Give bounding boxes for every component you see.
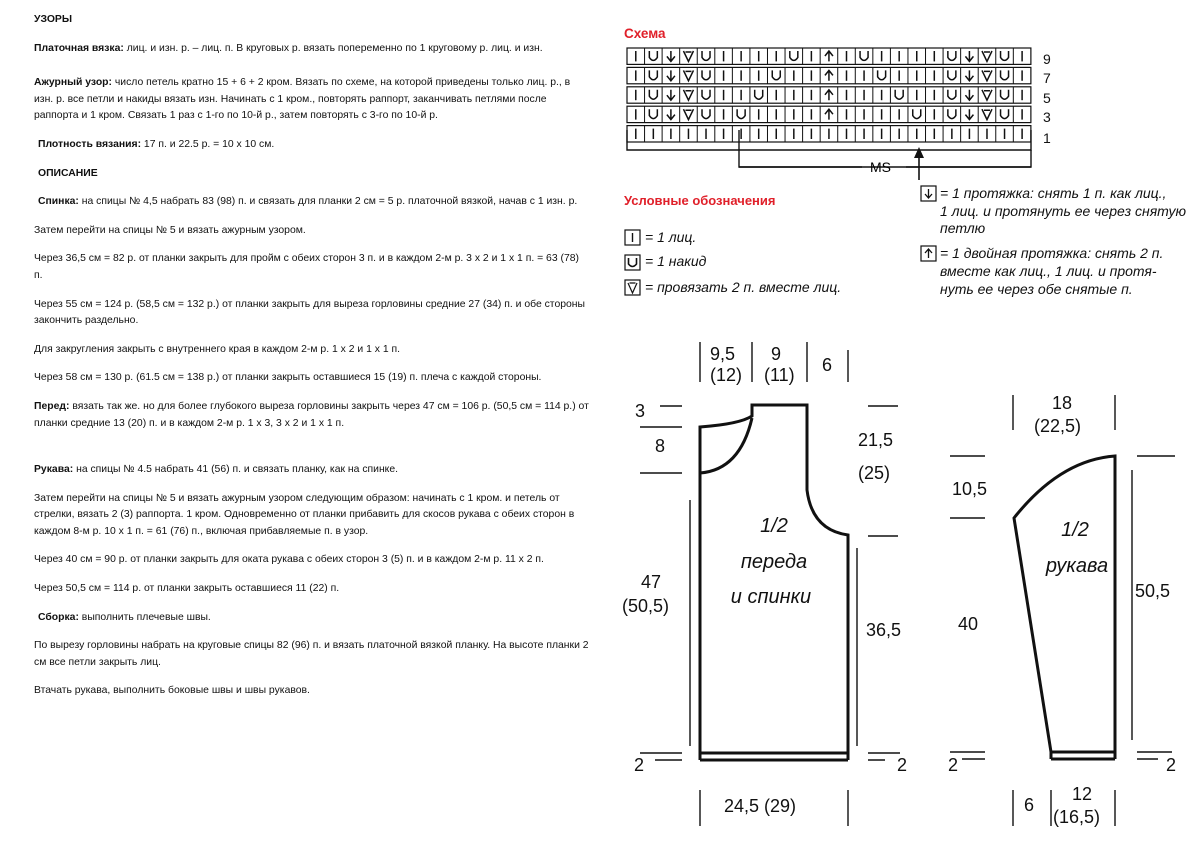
legend-dbl-line3: нуть ее через обе снятые п. — [940, 281, 1133, 297]
stitch-symbol — [683, 51, 693, 61]
lace-paragraph: Ажурный узор: число петель кратно 15 + 6 + 2 кром. Вязать по схеме, на которой приведены только лиц. р., в изн. р. все петли и накиды вязать изн. Начинать с 1 кром., повторять раппорт, заканчивать петлями после раппорта и 1 кром. Связать 1 раз с 1-го по 10-й р., затем повторять с 3-го по 10-й р. — [34, 77, 571, 122]
stitch-symbol — [982, 109, 992, 119]
stitch-symbol — [667, 90, 675, 100]
dim-left-47b: (50,5) — [622, 596, 670, 616]
stitch-symbol — [649, 90, 657, 99]
stitch-symbol — [948, 70, 956, 79]
sleeve-dim-top: 18 — [1052, 393, 1073, 413]
dim-right-25: (25) — [858, 463, 891, 483]
row-number: 9 — [1043, 51, 1051, 67]
sleeve-dim-bottom-6: 6 — [1024, 795, 1035, 815]
back-paragraph-3: Через 36,5 см = 82 р. от планки закрыть для пройм с обеих сторон 3 п. и в каждом 2-м р. 3 х 2 и 1 х 1 п. = 63 (78) п. — [34, 253, 579, 281]
dim-left-3: 3 — [635, 401, 646, 421]
front-paragraph: Перед: вязать так же. но для более глубокого выреза горловины закрыть через 47 см = 106 р. (50,5 см = 114 р.) от планки средние 13 (20) п. и в каждом 2-м р. 1 х 3, 3 х 2 и 1 х 1 п. — [34, 400, 589, 429]
back-paragraph-2: Затем перейти на спицы № 5 и вязать ажурным узором. — [34, 224, 306, 236]
sleeve-paragraph-2: Затем перейти на спицы № 5 и вязать ажурным узором следующим образом: начинать с 1 кром. и петель от стрелки, вязать 2 (3) раппорта. 1 кром. Одновременно от планки прибавить для скосов рукава с обеих сторон в каждом 8-м р. 10 х 1 п. = 61 (76) п., включая прибавляемые п. в узор. — [34, 492, 575, 537]
row-number: 1 — [1043, 130, 1051, 146]
description-heading: ОПИСАНИЕ — [38, 167, 98, 179]
stitch-symbol — [965, 109, 973, 119]
body-schematic — [622, 342, 907, 826]
stitch-symbol — [702, 70, 710, 79]
sleeve-dim-right-2: 2 — [1166, 755, 1177, 775]
legend-skpo-line3: петлю — [940, 220, 986, 236]
sleeve-dim-top2: (22,5) — [1034, 416, 1082, 436]
stitch-symbol — [1001, 109, 1009, 118]
stitch-symbol — [667, 109, 675, 119]
legend-skpo-line2: 1 лиц. и протянуть ее через снятую — [940, 203, 1187, 219]
density-paragraph: Плотность вязания: 17 п. и 22.5 р. = 10 х 10 см. — [38, 138, 275, 150]
back-paragraph-4: Через 55 см = 124 р. (58,5 см = 132 р.) от планки закрыть для выреза горловины средние 27 (34) п. и обе стороны закончить раздельно. — [34, 298, 585, 327]
stitch-symbol — [1001, 70, 1009, 79]
stitch-symbol — [895, 90, 903, 99]
stitch-symbol — [667, 70, 675, 80]
legend-skpo-line1: = 1 протяжка: снять 1 п. как лиц., — [940, 185, 1167, 201]
assembly-paragraph-2: По вырезу горловины набрать на круговые спицы 82 (96) п. и вязать платочной вязкой планку. На высоте планки 2 см все петли закрыть лиц. — [34, 640, 589, 668]
legend-dbl-line2: вместе как лиц., 1 лиц. и протя- — [940, 263, 1157, 279]
dim-top-c: 6 — [822, 355, 833, 375]
ms-label: MS — [870, 159, 891, 175]
stitch-symbol — [702, 109, 710, 118]
legend-yarn-over: = 1 накид — [645, 253, 707, 269]
stitch-symbol — [860, 51, 868, 60]
sleeve-paragraph-4: Через 50,5 см = 114 р. от планки закрыть оставшиеся 11 (22) п. — [34, 583, 340, 595]
stitch-symbol — [965, 70, 973, 80]
legend-k2tog: = провязать 2 п. вместе лиц. — [645, 279, 842, 295]
stitch-symbol — [982, 51, 992, 61]
sleeve-dim-bottom-165: (16,5) — [1053, 807, 1101, 827]
sleeve-paragraph-3: Через 40 см = 90 р. от планки закрыть для оката рукава с обеих сторон 3 (5) п. и в каждом 2-м р. 11 х 2 п. — [34, 554, 544, 566]
dim-right-365: 36,5 — [866, 620, 902, 640]
dim-left-2: 2 — [634, 755, 645, 775]
assembly-paragraph-3: Втачать рукава, выполнить боковые швы и швы рукавов. — [34, 685, 310, 697]
stitch-symbol — [948, 109, 956, 118]
back-paragraph-5: Для закругления закрыть с внутреннего края в каждом 2-м р. 1 х 2 и 1 х 1 п. — [34, 343, 401, 355]
garter-paragraph: Платочная вязка: лиц. и изн. р. – лиц. п. В круговых р. вязать попеременно по 1 круговому р. лиц. и изн. — [34, 42, 543, 54]
dim-bottom: 24,5 (29) — [724, 796, 797, 816]
dim-right-2: 2 — [897, 755, 908, 775]
sleeve-dim-bottom-12: 12 — [1072, 784, 1093, 804]
body-label-line1: 1/2 — [760, 515, 788, 537]
stitch-symbol — [965, 51, 973, 61]
stitch-symbol — [790, 51, 798, 60]
sleeve-schematic — [948, 393, 1176, 827]
stitch-chart — [627, 48, 1031, 142]
sleeve-label-line1: 1/2 — [1061, 519, 1089, 541]
stitch-symbol — [825, 70, 833, 80]
sleeve-dim-right-505: 50,5 — [1135, 581, 1171, 601]
chart-title: Схема — [624, 26, 666, 41]
stitch-symbol — [982, 70, 992, 80]
stitch-symbol — [1001, 90, 1009, 99]
stitch-symbol — [667, 51, 675, 61]
stitch-symbol — [649, 109, 657, 118]
stitch-symbol — [913, 109, 921, 118]
dim-top-a: 9,5 — [710, 344, 736, 364]
row-number: 5 — [1043, 90, 1051, 106]
sleeve-dim-left-40: 40 — [958, 614, 979, 634]
assembly-paragraph: Сборка: выполнить плечевые швы. — [38, 611, 211, 623]
sleeve-dim-left-2: 2 — [948, 755, 959, 775]
yarn-over-symbol-icon — [625, 255, 640, 270]
legend-knit: = 1 лиц. — [645, 229, 697, 245]
body-label-line3: и спинки — [730, 586, 812, 608]
stitch-symbol — [683, 90, 693, 100]
stitch-symbol — [1001, 51, 1009, 60]
stitch-symbol — [683, 109, 693, 119]
stitch-symbol — [825, 109, 833, 119]
sleeve-paragraph: Рукава: на спицы № 4.5 набрать 41 (56) п. и связать планку, как на спинке. — [34, 464, 399, 476]
stitch-symbol — [772, 70, 780, 79]
legend-title: Условные обозначения — [624, 193, 776, 208]
stitch-symbol — [982, 90, 992, 100]
stitch-symbol — [948, 51, 956, 60]
stitch-symbol — [755, 90, 763, 99]
stitch-symbol — [649, 51, 657, 60]
row-numbers — [1043, 51, 1051, 146]
dim-left-8: 8 — [655, 436, 666, 456]
stitch-symbol — [948, 90, 956, 99]
dim-top-a2: (12) — [710, 365, 743, 385]
stitch-symbol — [683, 70, 693, 80]
stitch-symbol — [965, 90, 973, 100]
back-paragraph: Спинка: на спицы № 4,5 набрать 83 (98) п. и связать для планки 2 см = 5 р. платочной вязкой, начав с 1 изн. р. — [38, 196, 578, 208]
back-paragraph-6: Через 58 см = 130 р. (61.5 см = 138 р.) от планки закрыть оставшиеся 15 (19) п. плеча с каждой стороны. — [34, 372, 542, 384]
dim-left-47: 47 — [641, 572, 662, 592]
dim-top-b: 9 — [771, 344, 782, 364]
stitch-symbol — [702, 90, 710, 99]
stitch-symbol — [737, 109, 745, 118]
sleeve-dim-left-105: 10,5 — [952, 479, 988, 499]
legend-dbl-line1: = 1 двойная протяжка: снять 2 п. — [940, 245, 1164, 261]
sleeve-label-line2: рукава — [1045, 555, 1109, 577]
stitch-symbol — [649, 70, 657, 79]
stitch-symbol — [825, 51, 833, 61]
patterns-heading: УЗОРЫ — [34, 14, 73, 25]
dim-top-b2: (11) — [764, 365, 795, 385]
dim-right-215: 21,5 — [858, 430, 894, 450]
stitch-symbol — [825, 90, 833, 100]
ms-arrow — [914, 147, 924, 180]
row-number: 3 — [1043, 109, 1051, 125]
stitch-symbol — [702, 51, 710, 60]
row-number: 7 — [1043, 70, 1051, 86]
stitch-symbol — [878, 70, 886, 79]
body-label-line2: переда — [740, 551, 808, 573]
